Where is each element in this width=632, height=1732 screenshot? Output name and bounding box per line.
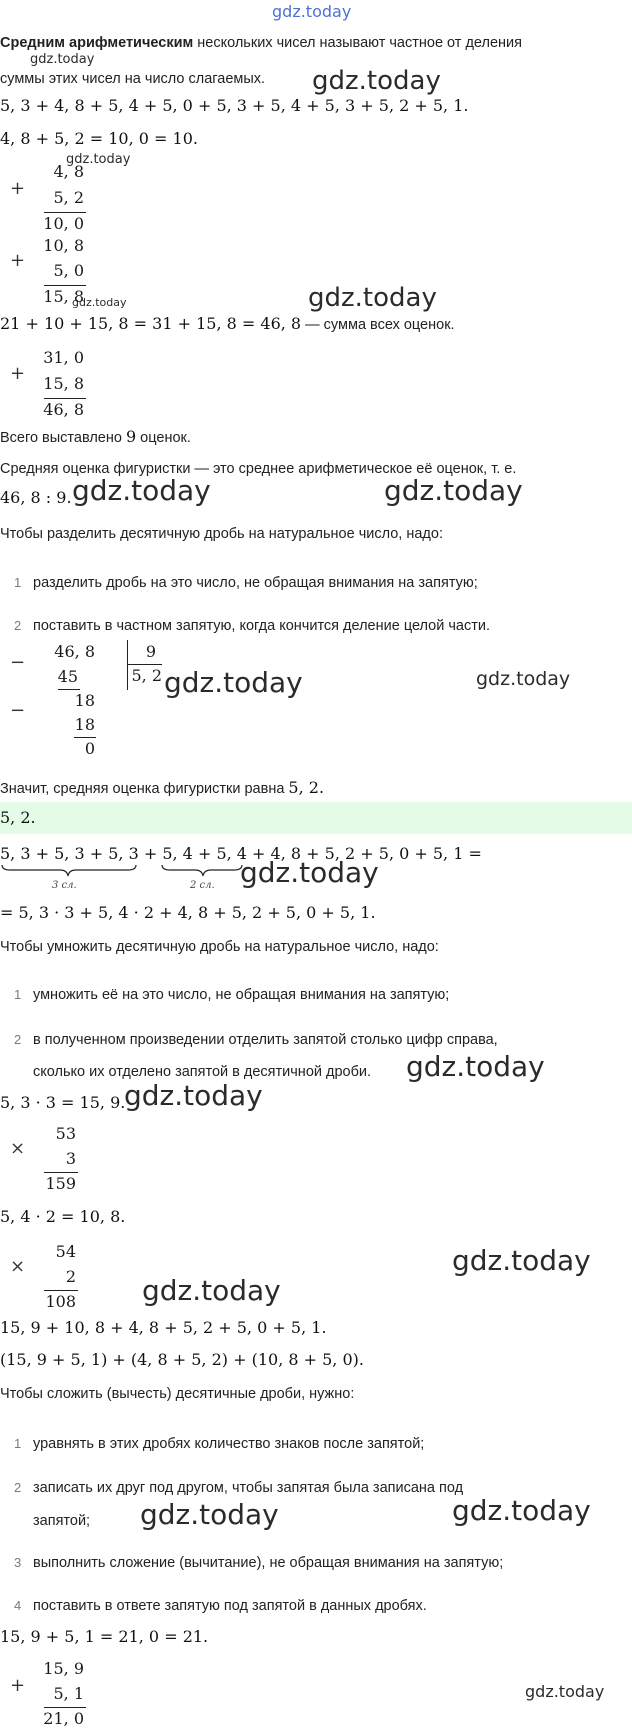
result: 46, 8 [43, 400, 84, 419]
operand: 15, 8 [43, 374, 84, 393]
watermark: gdz.today [476, 668, 571, 690]
plus-sign: + [10, 363, 26, 384]
equation: 5, 3 · 3 = 15, 9. [0, 1093, 126, 1112]
caption: — сумма всех оценок. [301, 317, 455, 333]
list-item: записать их друг под другом, чтобы запятая была записана под [33, 1480, 464, 1496]
watermark: gdz.today [142, 1274, 281, 1307]
dividend: 46, 8 [54, 642, 95, 661]
watermark: gdz.today [66, 152, 131, 167]
definition-paragraph [0, 34, 522, 52]
watermark: gdz.today [452, 1244, 591, 1277]
list-number: 2 [14, 1480, 22, 1495]
minus-sign: − [10, 652, 26, 673]
operand: 4, 8 [53, 162, 84, 181]
operand: 53 [55, 1124, 76, 1143]
group-2: 5, 4 + 5, 4 [162, 844, 247, 863]
operand: 5, 0 [53, 261, 84, 280]
underbrace-2 [162, 865, 242, 876]
equation: 5, 4 · 2 = 10, 8. [0, 1207, 126, 1226]
watermark: gdz.today [312, 66, 441, 96]
watermark-top: gdz.today [272, 2, 352, 21]
list-number: 2 [14, 618, 22, 633]
remainder: 0 [84, 739, 95, 758]
list-item: уравнять в этих дробях количество знаков после запятой; [33, 1436, 425, 1452]
rule-heading: Чтобы умножить десятичную дробь на натуральное число, надо: [0, 939, 439, 955]
text: оценок. [136, 430, 191, 446]
operand: 5, 1 [53, 1684, 84, 1703]
answer-highlight [0, 802, 632, 834]
watermark: gdz.today [124, 1079, 263, 1112]
rule-heading: Чтобы сложить (вычесть) десятичные дроби, нужно: [0, 1386, 355, 1402]
equation: 15, 9 + 5, 1 = 21, 0 = 21. [0, 1627, 209, 1646]
product-expression: = 5, 3 · 3 + 5, 4 · 2 + 4, 8 + 5, 2 + 5, 0 + 5, 1. [0, 903, 376, 922]
answer: 5, 2. [0, 808, 36, 827]
list-number: 2 [14, 1032, 22, 1047]
plus-sign: + [10, 250, 26, 271]
plus-sign: + [10, 1675, 26, 1696]
list-number: 1 [14, 987, 22, 1002]
subtrahend: 18 [74, 715, 95, 734]
average-paragraph: Средняя оценка фигуристки — это среднее арифметическое её оценок, т. е. [0, 461, 517, 477]
brace-label-1: 3 сл. [52, 880, 77, 891]
value: 5, 2. [288, 778, 325, 797]
watermark: gdz.today [140, 1498, 279, 1531]
count-paragraph [0, 427, 191, 447]
grouped-expression: (15, 9 + 5, 1) + (4, 8 + 5, 2) + (10, 8 + 5, 0). [0, 1350, 364, 1369]
operand: 5, 2 [53, 188, 84, 207]
sum-expression: 5, 3 + 4, 8 + 5, 4 + 5, 0 + 5, 3 + 5, 4 + 5, 3 + 5, 2 + 5, 1. [0, 96, 469, 115]
watermark: gdz.today [164, 666, 303, 699]
text: Всего выставлено [0, 430, 126, 446]
remainder: 18 [74, 691, 95, 710]
list-number: 1 [14, 1436, 22, 1451]
result: 10, 0 [43, 214, 84, 233]
times-sign: × [10, 1138, 26, 1159]
math: 21 + 10 + 15, 8 = 31 + 15, 8 = 46, 8 [0, 314, 302, 333]
plus-sign: + [10, 178, 26, 199]
watermark: gdz.today [240, 856, 379, 889]
list-number: 4 [14, 1598, 22, 1613]
list-item: в полученном произведении отделить запятой столько цифр справа, [33, 1032, 498, 1048]
group-1: 5, 3 + 5, 3 + 5, 3 [0, 844, 139, 863]
text: Значит, средняя оценка фигуристки равна [0, 781, 289, 797]
minus-sign: − [10, 700, 26, 721]
list-item-continued: сколько их отделено запятой в десятичной дроби. [33, 1064, 372, 1080]
list-item: разделить дробь на это число, не обращая внимания на запятую; [33, 575, 478, 591]
list-item-continued: запятой; [33, 1513, 91, 1529]
list-item: выполнить сложение (вычитание), не обращая внимания на запятую; [33, 1555, 504, 1571]
watermark: gdz.today [308, 283, 437, 313]
definition-line2: суммы этих чисел на число слагаемых. [0, 71, 266, 87]
list-number: 3 [14, 1555, 22, 1570]
operand: 15, 9 [43, 1659, 84, 1678]
result-paragraph [0, 778, 324, 798]
count: 9 [125, 427, 137, 446]
operand: 2 [65, 1267, 76, 1286]
watermark: gdz.today [452, 1494, 591, 1527]
division-expression: 46, 8 : 9. [0, 488, 72, 507]
term-bold: Средним арифметическим [0, 35, 194, 51]
watermark: gdz.today [384, 474, 523, 507]
plus: + [138, 844, 163, 863]
divisor: 9 [145, 642, 156, 661]
operand: 3 [65, 1149, 76, 1168]
result: 159 [45, 1174, 76, 1193]
watermark: gdz.today [72, 474, 211, 507]
operand: 10, 8 [43, 236, 84, 255]
watermark: gdz.today [525, 1682, 605, 1701]
quotient: 5, 2 [131, 666, 162, 685]
watermark: gdz.today [72, 296, 127, 309]
brace-label-2: 2 сл. [190, 880, 215, 891]
list-item: умножить её на это число, не обращая внимания на запятую; [33, 987, 450, 1003]
underbrace-1 [2, 865, 136, 876]
subtrahend: 45 [57, 667, 78, 686]
operand: 54 [55, 1242, 76, 1261]
rest: + 4, 8 + 5, 2 + 5, 0 + 5, 1 = [246, 844, 482, 863]
result: 21, 0 [43, 1709, 84, 1728]
watermark: gdz.today [406, 1050, 545, 1083]
operand: 31, 0 [43, 348, 84, 367]
rule-heading: Чтобы разделить десятичную дробь на натуральное число, надо: [0, 526, 443, 542]
list-number: 1 [14, 575, 22, 590]
definition-text: нескольких чисел называют частное от деления [193, 35, 522, 51]
list-item: поставить в частном запятую, когда кончится деление целой части. [33, 618, 490, 634]
total-sum-equation [0, 314, 455, 334]
list-item: поставить в ответе запятую под запятой в данных дробях. [33, 1598, 427, 1614]
equation: 4, 8 + 5, 2 = 10, 0 = 10. [0, 129, 198, 148]
result: 108 [45, 1292, 76, 1311]
times-sign: × [10, 1256, 26, 1277]
sum-expression: 15, 9 + 10, 8 + 4, 8 + 5, 2 + 5, 0 + 5, 1. [0, 1318, 327, 1337]
result: 15, 8 [43, 287, 84, 306]
watermark: gdz.today [30, 52, 95, 67]
